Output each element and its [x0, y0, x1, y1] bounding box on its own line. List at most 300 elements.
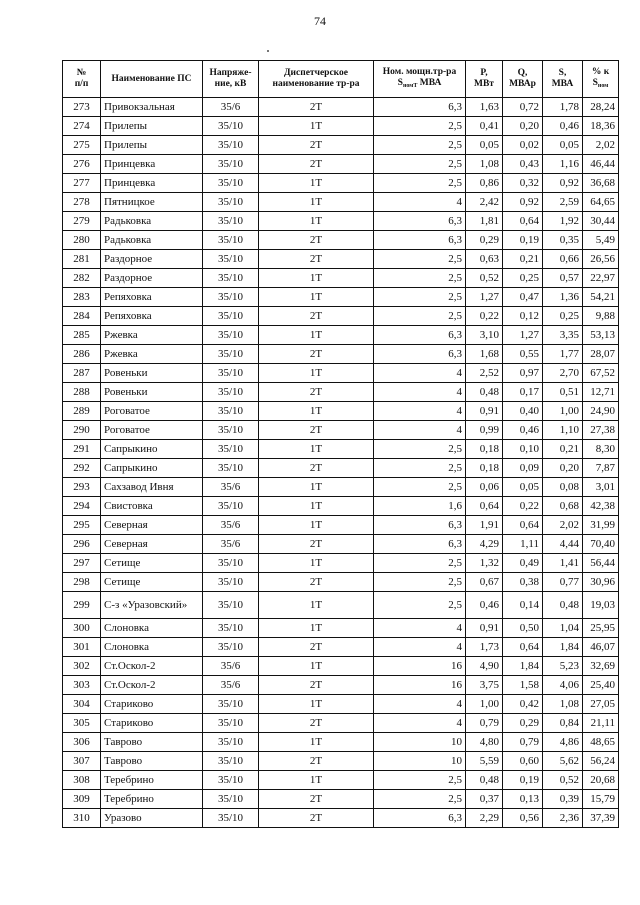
cell-s: 0,77 [543, 573, 583, 592]
cell-s: 5,62 [543, 752, 583, 771]
cell-percent: 32,69 [583, 657, 619, 676]
cell-s: 1,92 [543, 212, 583, 231]
cell-p: 1,08 [466, 155, 503, 174]
cell-nominal-power: 4 [374, 619, 466, 638]
cell-nominal-power: 4 [374, 402, 466, 421]
cell-percent: 48,65 [583, 733, 619, 752]
cell-transformer: 2Т [259, 790, 374, 809]
cell-number: 283 [63, 288, 101, 307]
cell-substation: Стариково [101, 714, 203, 733]
cell-number: 288 [63, 383, 101, 402]
cell-transformer: 2Т [259, 231, 374, 250]
table-row [63, 288, 619, 307]
cell-substation: С-з «Уразовский» [101, 592, 203, 619]
cell-q: 0,55 [503, 345, 543, 364]
cell-voltage: 35/6 [203, 535, 259, 554]
cell-q: 0,25 [503, 269, 543, 288]
cell-percent: 31,99 [583, 516, 619, 535]
cell-p: 1,32 [466, 554, 503, 573]
cell-s: 1,16 [543, 155, 583, 174]
cell-number: 280 [63, 231, 101, 250]
cell-substation: Сапрыкино [101, 459, 203, 478]
cell-s: 1,08 [543, 695, 583, 714]
cell-percent: 24,90 [583, 402, 619, 421]
cell-number: 274 [63, 117, 101, 136]
cell-transformer: 1Т [259, 212, 374, 231]
cell-s: 1,78 [543, 98, 583, 117]
cell-number: 295 [63, 516, 101, 535]
table-row [63, 440, 619, 459]
cell-s: 0,66 [543, 250, 583, 269]
cell-transformer: 2Т [259, 250, 374, 269]
cell-number: 309 [63, 790, 101, 809]
cell-substation: Сетище [101, 573, 203, 592]
cell-p: 0,79 [466, 714, 503, 733]
cell-number: 299 [63, 592, 101, 619]
cell-nominal-power: 6,3 [374, 516, 466, 535]
cell-s: 1,04 [543, 619, 583, 638]
cell-nominal-power: 2,5 [374, 440, 466, 459]
cell-p: 3,75 [466, 676, 503, 695]
cell-s: 2,36 [543, 809, 583, 828]
cell-number: 273 [63, 98, 101, 117]
substation-load-table [62, 60, 619, 828]
cell-transformer: 2Т [259, 752, 374, 771]
cell-percent: 27,38 [583, 421, 619, 440]
table-row [63, 592, 619, 619]
cell-q: 0,40 [503, 402, 543, 421]
header-s [543, 61, 583, 98]
cell-q: 0,47 [503, 288, 543, 307]
cell-percent: 54,21 [583, 288, 619, 307]
cell-transformer: 2Т [259, 535, 374, 554]
header-q-line2: МВАр [509, 79, 536, 89]
cell-voltage: 35/6 [203, 676, 259, 695]
cell-number: 293 [63, 478, 101, 497]
cell-nominal-power: 2,5 [374, 174, 466, 193]
cell-voltage: 35/10 [203, 714, 259, 733]
cell-nominal-power: 4 [374, 714, 466, 733]
cell-voltage: 35/10 [203, 269, 259, 288]
cell-q: 0,92 [503, 193, 543, 212]
cell-p: 2,42 [466, 193, 503, 212]
table-row [63, 98, 619, 117]
cell-p: 0,67 [466, 573, 503, 592]
cell-number: 275 [63, 136, 101, 155]
cell-percent: 28,07 [583, 345, 619, 364]
cell-nominal-power: 16 [374, 657, 466, 676]
cell-s: 4,06 [543, 676, 583, 695]
header-name: Наименование ПС [101, 61, 203, 98]
table-row [63, 231, 619, 250]
header-p-line1: P, [480, 68, 488, 78]
cell-voltage: 35/10 [203, 174, 259, 193]
cell-p: 1,27 [466, 288, 503, 307]
cell-q: 0,10 [503, 440, 543, 459]
cell-percent: 30,96 [583, 573, 619, 592]
cell-transformer: 2Т [259, 136, 374, 155]
cell-transformer: 1Т [259, 554, 374, 573]
cell-nominal-power: 2,5 [374, 288, 466, 307]
cell-nominal-power: 4 [374, 193, 466, 212]
cell-p: 0,63 [466, 250, 503, 269]
header-number-line2: п/п [74, 79, 89, 89]
table-row [63, 638, 619, 657]
cell-number: 306 [63, 733, 101, 752]
table-row [63, 136, 619, 155]
cell-voltage: 35/6 [203, 516, 259, 535]
cell-substation: Прилепы [101, 117, 203, 136]
cell-q: 0,14 [503, 592, 543, 619]
header-number [63, 61, 101, 98]
cell-q: 0,32 [503, 174, 543, 193]
cell-substation: Слоновка [101, 619, 203, 638]
table-row [63, 269, 619, 288]
cell-s: 0,46 [543, 117, 583, 136]
cell-nominal-power: 6,3 [374, 98, 466, 117]
cell-q: 1,11 [503, 535, 543, 554]
header-row [63, 61, 619, 98]
table-row [63, 402, 619, 421]
cell-s: 1,41 [543, 554, 583, 573]
header-nominal-power-sub: номТ [402, 82, 418, 89]
cell-substation: Сапрыкино [101, 440, 203, 459]
cell-transformer: 1Т [259, 402, 374, 421]
cell-voltage: 35/10 [203, 638, 259, 657]
cell-transformer: 1Т [259, 657, 374, 676]
cell-percent: 67,52 [583, 364, 619, 383]
table-body [63, 98, 619, 828]
cell-substation: Сетище [101, 554, 203, 573]
cell-percent: 25,95 [583, 619, 619, 638]
cell-nominal-power: 16 [374, 676, 466, 695]
cell-voltage: 35/10 [203, 155, 259, 174]
cell-nominal-power: 2,5 [374, 155, 466, 174]
cell-substation: Уразово [101, 809, 203, 828]
cell-substation: Ст.Оскол-2 [101, 657, 203, 676]
cell-number: 297 [63, 554, 101, 573]
cell-number: 289 [63, 402, 101, 421]
cell-substation: Ст.Оскол-2 [101, 676, 203, 695]
cell-voltage: 35/10 [203, 497, 259, 516]
table-row [63, 733, 619, 752]
cell-s: 0,51 [543, 383, 583, 402]
cell-voltage: 35/10 [203, 554, 259, 573]
cell-q: 0,64 [503, 638, 543, 657]
header-q-line1: Q, [517, 68, 528, 78]
cell-substation: Раздорное [101, 269, 203, 288]
cell-voltage: 35/10 [203, 136, 259, 155]
scan-speck [267, 50, 269, 52]
cell-q: 0,02 [503, 136, 543, 155]
table-row [63, 155, 619, 174]
cell-nominal-power: 6,3 [374, 535, 466, 554]
cell-q: 0,12 [503, 307, 543, 326]
cell-percent: 7,87 [583, 459, 619, 478]
cell-s: 2,02 [543, 516, 583, 535]
cell-q: 0,05 [503, 478, 543, 497]
cell-voltage: 35/10 [203, 326, 259, 345]
cell-s: 0,35 [543, 231, 583, 250]
cell-nominal-power: 6,3 [374, 345, 466, 364]
cell-percent: 56,24 [583, 752, 619, 771]
table-row [63, 676, 619, 695]
table-row [63, 345, 619, 364]
cell-substation: Ровеньки [101, 383, 203, 402]
cell-voltage: 35/10 [203, 809, 259, 828]
cell-substation: Северная [101, 535, 203, 554]
cell-p: 0,18 [466, 440, 503, 459]
cell-nominal-power: 2,5 [374, 307, 466, 326]
cell-voltage: 35/10 [203, 790, 259, 809]
cell-q: 0,43 [503, 155, 543, 174]
cell-p: 0,52 [466, 269, 503, 288]
cell-p: 1,73 [466, 638, 503, 657]
header-percent-line1: % к [591, 66, 610, 77]
header-voltage: Напряже-ние, кВ [203, 61, 259, 98]
table-row [63, 657, 619, 676]
cell-number: 278 [63, 193, 101, 212]
cell-substation: Таврово [101, 752, 203, 771]
cell-q: 0,46 [503, 421, 543, 440]
cell-q: 0,56 [503, 809, 543, 828]
cell-p: 0,64 [466, 497, 503, 516]
cell-p: 1,63 [466, 98, 503, 117]
cell-nominal-power: 2,5 [374, 136, 466, 155]
cell-p: 4,29 [466, 535, 503, 554]
cell-s: 2,70 [543, 364, 583, 383]
table-row [63, 695, 619, 714]
cell-transformer: 1Т [259, 174, 374, 193]
cell-transformer: 2Т [259, 714, 374, 733]
cell-q: 0,22 [503, 497, 543, 516]
cell-transformer: 2Т [259, 155, 374, 174]
cell-nominal-power: 4 [374, 421, 466, 440]
cell-nominal-power: 2,5 [374, 790, 466, 809]
cell-substation: Сахзавод Ивня [101, 478, 203, 497]
cell-substation: Северная [101, 516, 203, 535]
cell-percent: 9,88 [583, 307, 619, 326]
cell-p: 0,48 [466, 771, 503, 790]
cell-nominal-power: 4 [374, 695, 466, 714]
cell-q: 0,50 [503, 619, 543, 638]
cell-q: 0,60 [503, 752, 543, 771]
cell-transformer: 1Т [259, 193, 374, 212]
cell-voltage: 35/10 [203, 752, 259, 771]
cell-percent: 26,56 [583, 250, 619, 269]
cell-number: 290 [63, 421, 101, 440]
cell-transformer: 1Т [259, 269, 374, 288]
cell-voltage: 35/10 [203, 345, 259, 364]
cell-s: 1,00 [543, 402, 583, 421]
cell-number: 302 [63, 657, 101, 676]
cell-s: 0,25 [543, 307, 583, 326]
cell-q: 0,49 [503, 554, 543, 573]
cell-s: 0,52 [543, 771, 583, 790]
cell-s: 0,20 [543, 459, 583, 478]
cell-transformer: 2Т [259, 383, 374, 402]
cell-voltage: 35/10 [203, 573, 259, 592]
cell-p: 0,05 [466, 136, 503, 155]
cell-nominal-power: 2,5 [374, 250, 466, 269]
cell-substation: Роговатое [101, 402, 203, 421]
cell-percent: 21,11 [583, 714, 619, 733]
cell-s: 0,21 [543, 440, 583, 459]
cell-p: 0,41 [466, 117, 503, 136]
cell-number: 281 [63, 250, 101, 269]
cell-percent: 3,01 [583, 478, 619, 497]
table-row [63, 421, 619, 440]
cell-q: 0,97 [503, 364, 543, 383]
cell-substation: Раздорное [101, 250, 203, 269]
cell-q: 0,17 [503, 383, 543, 402]
cell-q: 0,19 [503, 231, 543, 250]
cell-percent: 12,71 [583, 383, 619, 402]
cell-voltage: 35/10 [203, 307, 259, 326]
cell-substation: Свистовка [101, 497, 203, 516]
cell-percent: 46,44 [583, 155, 619, 174]
cell-p: 4,80 [466, 733, 503, 752]
cell-voltage: 35/6 [203, 98, 259, 117]
cell-transformer: 1Т [259, 695, 374, 714]
cell-nominal-power: 10 [374, 752, 466, 771]
table-row [63, 193, 619, 212]
cell-voltage: 35/10 [203, 364, 259, 383]
table-row [63, 771, 619, 790]
cell-percent: 8,30 [583, 440, 619, 459]
cell-p: 2,52 [466, 364, 503, 383]
cell-number: 284 [63, 307, 101, 326]
cell-number: 301 [63, 638, 101, 657]
cell-p: 0,86 [466, 174, 503, 193]
table-row [63, 250, 619, 269]
cell-q: 0,29 [503, 714, 543, 733]
cell-nominal-power: 2,5 [374, 771, 466, 790]
cell-substation: Ржевка [101, 326, 203, 345]
cell-number: 296 [63, 535, 101, 554]
cell-substation: Ровеньки [101, 364, 203, 383]
cell-number: 287 [63, 364, 101, 383]
cell-voltage: 35/10 [203, 231, 259, 250]
cell-nominal-power: 2,5 [374, 478, 466, 497]
cell-percent: 5,49 [583, 231, 619, 250]
cell-voltage: 35/10 [203, 619, 259, 638]
cell-q: 0,72 [503, 98, 543, 117]
cell-transformer: 1Т [259, 478, 374, 497]
header-s-line1: S, [558, 68, 567, 78]
cell-substation: Прилепы [101, 136, 203, 155]
cell-p: 1,68 [466, 345, 503, 364]
cell-percent: 27,05 [583, 695, 619, 714]
cell-q: 0,64 [503, 212, 543, 231]
cell-voltage: 35/10 [203, 440, 259, 459]
cell-number: 276 [63, 155, 101, 174]
cell-transformer: 2Т [259, 345, 374, 364]
cell-voltage: 35/10 [203, 592, 259, 619]
cell-p: 5,59 [466, 752, 503, 771]
cell-s: 5,23 [543, 657, 583, 676]
cell-number: 285 [63, 326, 101, 345]
cell-number: 303 [63, 676, 101, 695]
cell-transformer: 1Т [259, 497, 374, 516]
cell-s: 1,77 [543, 345, 583, 364]
cell-number: 308 [63, 771, 101, 790]
cell-nominal-power: 6,3 [374, 326, 466, 345]
cell-q: 0,64 [503, 516, 543, 535]
cell-p: 0,91 [466, 619, 503, 638]
table-row [63, 117, 619, 136]
cell-s: 0,84 [543, 714, 583, 733]
cell-percent: 30,44 [583, 212, 619, 231]
cell-p: 0,29 [466, 231, 503, 250]
cell-transformer: 1Т [259, 288, 374, 307]
cell-q: 0,13 [503, 790, 543, 809]
cell-substation: Роговатое [101, 421, 203, 440]
cell-s: 4,44 [543, 535, 583, 554]
header-percent-prefix: S [592, 77, 598, 88]
cell-transformer: 2Т [259, 573, 374, 592]
cell-substation: Репяховка [101, 307, 203, 326]
cell-percent: 28,24 [583, 98, 619, 117]
table-row [63, 790, 619, 809]
cell-number: 307 [63, 752, 101, 771]
cell-s: 3,35 [543, 326, 583, 345]
cell-s: 0,05 [543, 136, 583, 155]
cell-number: 291 [63, 440, 101, 459]
cell-transformer: 2Т [259, 809, 374, 828]
cell-substation: Принцевка [101, 155, 203, 174]
cell-q: 0,42 [503, 695, 543, 714]
cell-substation: Слоновка [101, 638, 203, 657]
cell-voltage: 35/10 [203, 383, 259, 402]
cell-nominal-power: 2,5 [374, 459, 466, 478]
cell-transformer: 2Т [259, 307, 374, 326]
cell-s: 2,59 [543, 193, 583, 212]
cell-substation: Стариково [101, 695, 203, 714]
cell-voltage: 35/10 [203, 771, 259, 790]
cell-nominal-power: 2,5 [374, 573, 466, 592]
cell-percent: 42,38 [583, 497, 619, 516]
header-percent-snom [583, 61, 619, 98]
table-row [63, 619, 619, 638]
table-row [63, 497, 619, 516]
cell-transformer: 1Т [259, 733, 374, 752]
header-nominal-power-prefix: Ном. мощн.тр-ра S [382, 66, 457, 88]
cell-transformer: 1Т [259, 364, 374, 383]
table-row [63, 478, 619, 497]
cell-nominal-power: 10 [374, 733, 466, 752]
header-q [503, 61, 543, 98]
cell-transformer: 1Т [259, 117, 374, 136]
cell-transformer: 2Т [259, 98, 374, 117]
header-number-line1: № [76, 68, 87, 78]
cell-transformer: 2Т [259, 459, 374, 478]
cell-transformer: 1Т [259, 771, 374, 790]
table-row [63, 364, 619, 383]
cell-q: 0,20 [503, 117, 543, 136]
cell-nominal-power: 4 [374, 638, 466, 657]
cell-substation: Репяховка [101, 288, 203, 307]
cell-nominal-power: 6,3 [374, 809, 466, 828]
cell-percent: 19,03 [583, 592, 619, 619]
cell-substation: Принцевка [101, 174, 203, 193]
cell-number: 298 [63, 573, 101, 592]
cell-transformer: 2Т [259, 638, 374, 657]
cell-voltage: 35/10 [203, 421, 259, 440]
cell-substation: Радьковка [101, 231, 203, 250]
cell-p: 1,00 [466, 695, 503, 714]
cell-percent: 46,07 [583, 638, 619, 657]
